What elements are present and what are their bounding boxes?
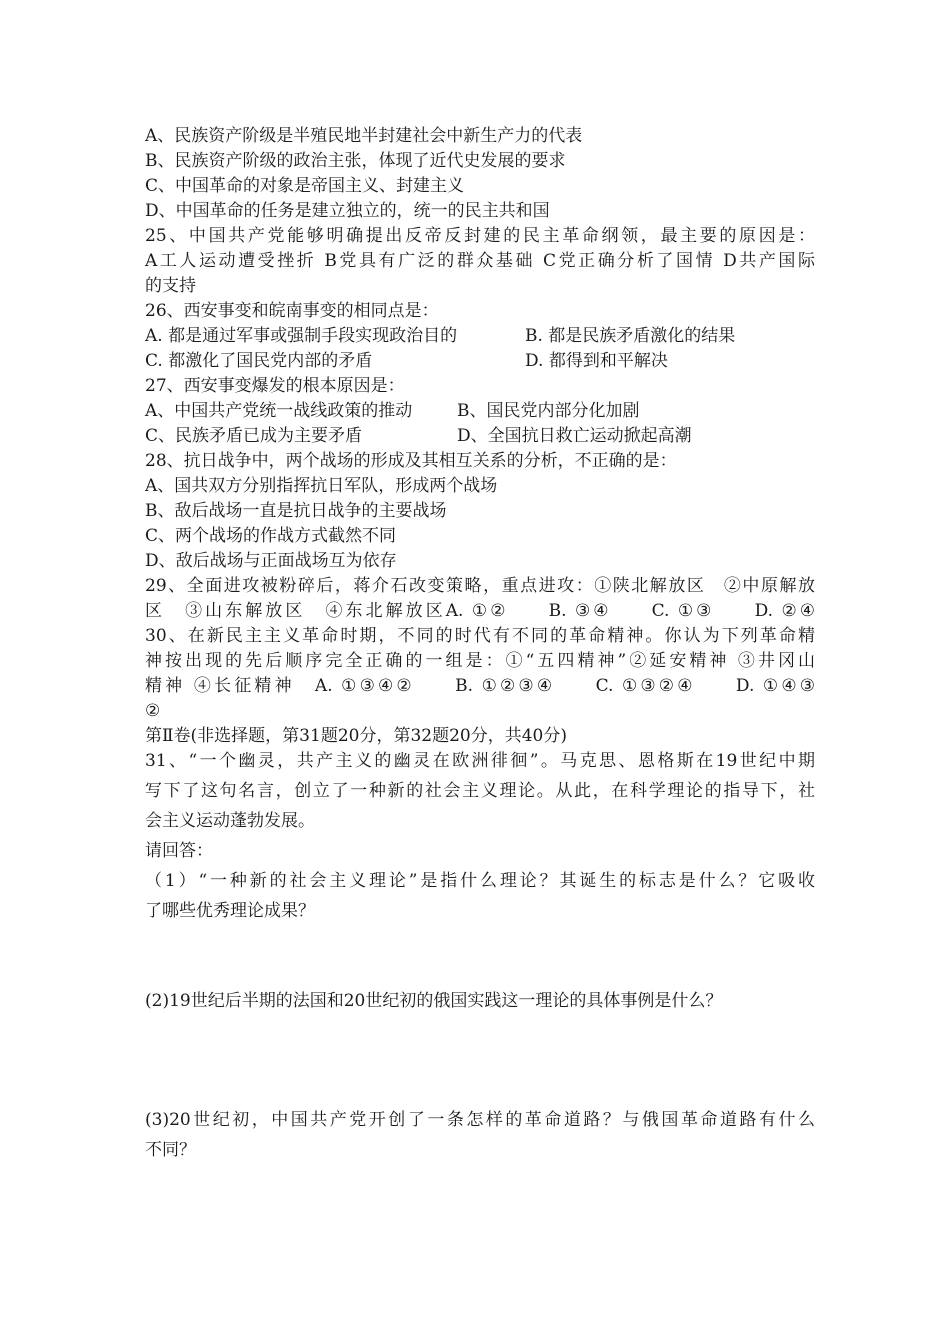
q30-stem-cont: 神按出现的先后顺序完全正确的一组是：①“五四精神”②延安精神 ③井冈山 (145, 651, 815, 671)
q24-option-b: B、民族资产阶级的政治主张，体现了近代史发展的要求 (145, 151, 566, 171)
q26-option-d: D. 都得到和平解决 (525, 351, 668, 371)
q25-stem: 25、中国共产党能够明确提出反帝反封建的民主革命纲领，最主要的原因是： (145, 226, 815, 246)
q28-option-d: D、敌后战场与正面战场互为依存 (145, 551, 397, 571)
q26-stem: 26、西安事变和皖南事变的相同点是： (145, 301, 439, 321)
q26-option-c: C. 都激化了国民党内部的矛盾 (145, 351, 373, 371)
q31-passage-line2: 写下了这句名言，创立了一种新的社会主义理论。从此，在科学理论的指导下，社 (145, 781, 815, 801)
q26-option-a: A. 都是通过军事或强制手段实现政治目的 (145, 326, 458, 346)
q27-stem: 27、西安事变爆发的根本原因是： (145, 376, 405, 396)
q25-options-cont: 的支持 (145, 276, 196, 296)
q30-options: 精神 ④长征精神 A. ①③④② B. ①②③④ C. ①③②④ D. ①④③ (145, 676, 815, 696)
q31-part1-cont: 了哪些优秀理论成果？ (145, 901, 315, 921)
q25-options: A工人运动遭受挫折 B党具有广泛的群众基础 C党正确分析了国情 D共产国际 (145, 251, 815, 271)
q28-option-c: C、两个战场的作战方式截然不同 (145, 526, 397, 546)
q24-option-a: A、民族资产阶级是半殖民地半封建社会中新生产力的代表 (145, 126, 583, 146)
q30-stem: 30、在新民主主义革命时期，不同的时代有不同的革命精神。你认为下列革命精 (145, 626, 815, 646)
q27-option-a: A、中国共产党统一战线政策的推动 (145, 401, 413, 421)
q28-option-a: A、国共双方分别指挥抗日军队，形成两个战场 (145, 476, 498, 496)
q28-option-b: B、敌后战场一直是抗日战争的主要战场 (145, 501, 447, 521)
q26-option-b: B. 都是民族矛盾激化的结果 (525, 326, 736, 346)
q28-stem: 28、抗日战争中，两个战场的形成及其相互关系的分析，不正确的是： (145, 451, 677, 471)
q24-option-c: C、中国革命的对象是帝国主义、封建主义 (145, 176, 465, 196)
section-ii-heading: 第Ⅱ卷(非选择题，第31题20分，第32题20分，共40分) (145, 726, 567, 746)
q29-stem: 29、全面进攻被粉碎后，蒋介石改变策略，重点进攻：①陕北解放区 ②中原解放 (145, 576, 815, 596)
q29-options: 区 ③山东解放区 ④东北解放区A. ①② B. ③④ C. ①③ D. ②④ (145, 601, 815, 621)
q31-part3-cont: 不同？ (145, 1140, 196, 1160)
q30-options-cont: ② (145, 701, 161, 721)
q27-option-d: D、全国抗日救亡运动掀起高潮 (457, 426, 692, 446)
q27-option-c: C、民族矛盾已成为主要矛盾 (145, 426, 363, 446)
q24-option-d: D、中国革命的任务是建立独立的，统一的民主共和国 (145, 201, 550, 221)
q27-option-b: B、国民党内部分化加剧 (457, 401, 640, 421)
q31-part1: （1）“一种新的社会主义理论”是指什么理论？其诞生的标志是什么？它吸收 (145, 871, 815, 891)
q31-part2: (2)19世纪后半期的法国和20世纪初的俄国实践这一理论的具体事例是什么？ (145, 991, 723, 1011)
q31-passage-line1: 31、“一个幽灵，共产主义的幽灵在欧洲徘徊”。马克思、恩格斯在19世纪中期 (145, 751, 815, 771)
q31-prompt: 请回答： (145, 841, 213, 861)
q31-part3: (3)20世纪初，中国共产党开创了一条怎样的革命道路？与俄国革命道路有什么 (145, 1110, 815, 1130)
q31-passage-line3: 会主义运动蓬勃发展。 (145, 811, 315, 831)
